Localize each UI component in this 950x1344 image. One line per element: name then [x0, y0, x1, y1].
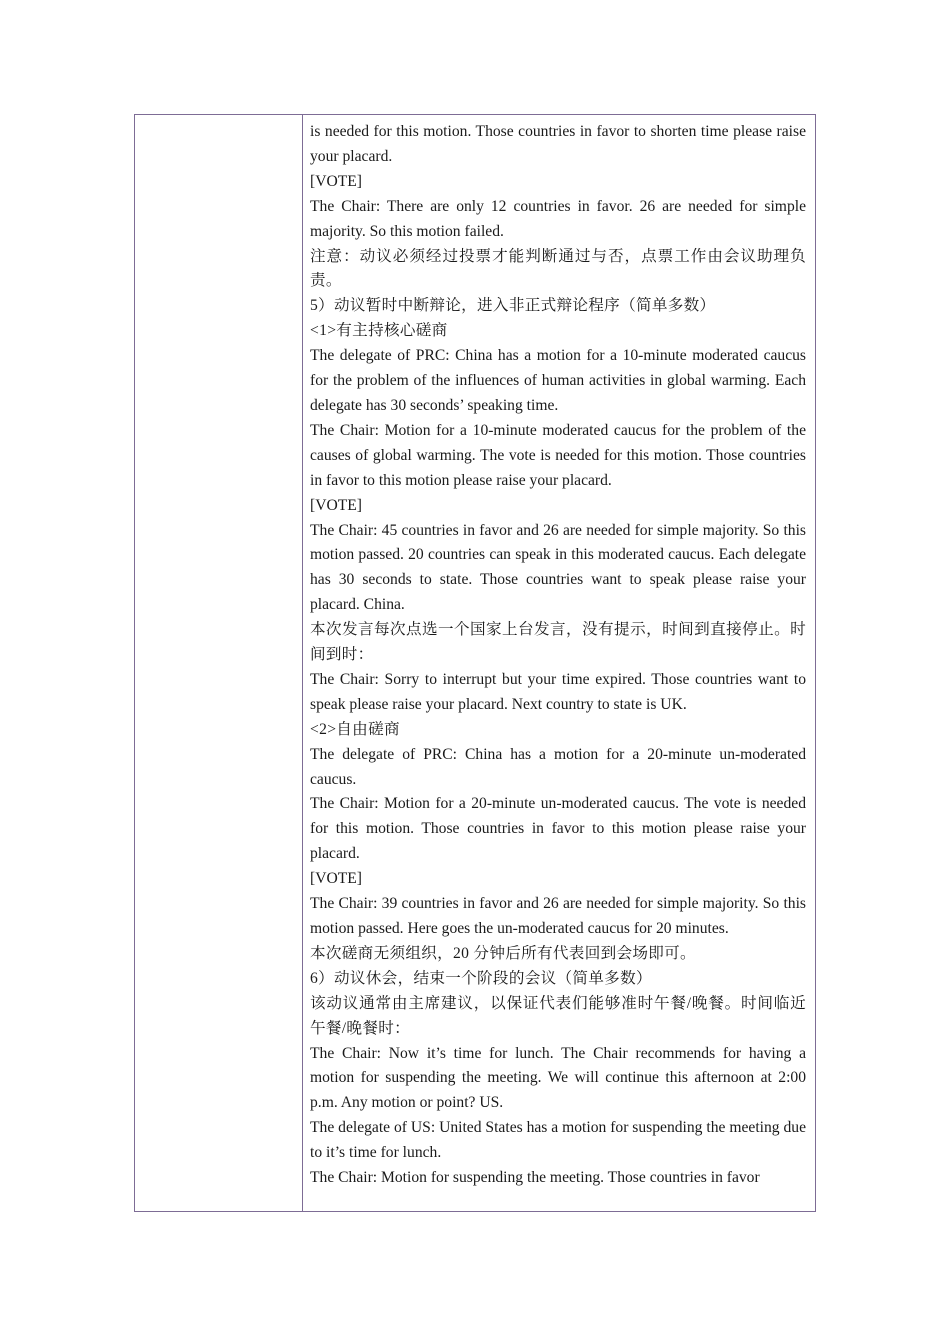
paragraph: 6）动议休会，结束一个阶段的会议（简单多数）: [310, 969, 652, 987]
paragraph: is needed for this motion. Those countries in favor to shorten time please raise your placard.: [310, 123, 806, 165]
paragraph: [VOTE]: [310, 172, 362, 190]
table-left-cell: [135, 115, 303, 1211]
paragraph: 该动议通常由主席建议，以保证代表们能够准时午餐/晚餐。时间临近午餐/晚餐时：: [310, 994, 806, 1037]
paragraph: The Chair: Now it’s time for lunch. The Chair recommends for having a motion for suspending the meeting. We will continue this afternoon at 2:00 p.m. Any motion or point? US.: [310, 1044, 806, 1112]
paragraph: [VOTE]: [310, 870, 362, 888]
paragraph: The Chair: Sorry to interrupt but your time expired. Those countries want to speak please raise your placard. Next country to state is UK.: [310, 670, 806, 713]
paragraph: [VOTE]: [310, 496, 362, 514]
paragraph: The Chair: Motion for a 20-minute un-moderated caucus. The vote is needed for this motion. Those countries in favor to this motion please raise your placard.: [310, 795, 806, 863]
paragraph: 5）动议暂时中断辩论，进入非正式辩论程序（简单多数）: [310, 297, 716, 315]
document-table: [134, 114, 816, 1212]
paragraph: The delegate of US: United States has a motion for suspending the meeting due to it’s time for lunch.: [310, 1119, 806, 1162]
paragraph: <2>自由磋商: [310, 720, 400, 738]
paragraph: 本次发言每次点选一个国家上台发言，没有提示，时间到直接停止。时间到时：: [310, 621, 806, 664]
paragraph: 注意：动议必须经过投票才能判断通过与否，点票工作由会议助理负责。: [310, 247, 806, 290]
table-content-cell: [303, 115, 815, 1211]
paragraph: The Chair: 45 countries in favor and 26 are needed for simple majority. So this motion passed. 20 countries can speak in this moderated caucus. Each delegate has 30 seconds to state. Those countries want to speak please raise your placard. China.: [310, 521, 806, 614]
paragraph: The Chair: There are only 12 countries in favor. 26 are needed for simple majority. So this motion failed.: [310, 197, 806, 240]
paragraph: The Chair: 39 countries in favor and 26 are needed for simple majority. So this motion passed. Here goes the un-moderated caucus for 20 minutes.: [310, 895, 806, 937]
paragraph: The Chair: Motion for suspending the meeting. Those countries in favor: [310, 1169, 760, 1187]
paragraph: 本次磋商无须组织，20 分钟后所有代表回到会场即可。: [310, 944, 696, 962]
paragraph: The delegate of PRC: China has a motion for a 10-minute moderated caucus for the problem of the influences of human activities in global warming. Each delegate has 30 seconds’ speaking time.: [310, 347, 806, 414]
paragraph: The delegate of PRC: China has a motion for a 20-minute un-moderated caucus.: [310, 745, 806, 788]
paragraph: The Chair: Motion for a 10-minute moderated caucus for the problem of the causes of global warming. The vote is needed for this motion. Those countries in favor to this motion please raise your placard.: [310, 421, 806, 489]
paragraph: <1>有主持核心磋商: [310, 322, 448, 340]
